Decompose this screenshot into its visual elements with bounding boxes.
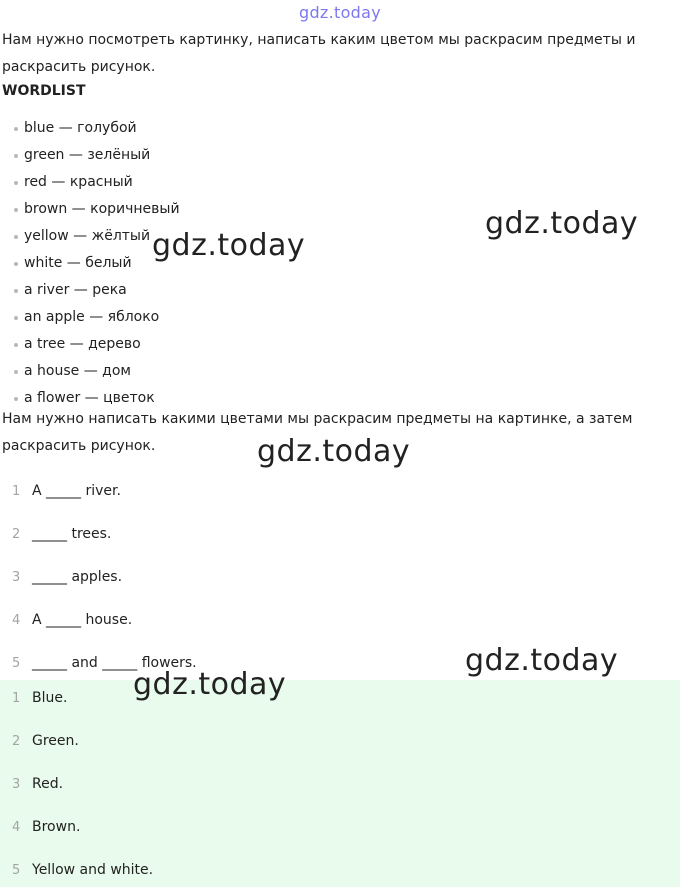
bullet-icon xyxy=(14,343,18,347)
watermark: gdz.today xyxy=(257,434,411,469)
answer-text: Brown. xyxy=(32,819,81,835)
item-number: 2 xyxy=(12,527,21,542)
watermark: gdz.today xyxy=(465,643,619,678)
answer-text: Blue. xyxy=(32,690,68,706)
answer-item xyxy=(0,720,153,763)
answer-text: Green. xyxy=(32,733,79,749)
answer-text: Red. xyxy=(32,776,64,792)
bullet-icon xyxy=(14,316,18,320)
watermark: gdz.today xyxy=(152,228,306,263)
answer-text: Yellow and white. xyxy=(32,862,154,878)
wordlist-item-text: yellow — жёлтый xyxy=(24,228,151,244)
bullet-icon xyxy=(14,235,18,239)
answer-item xyxy=(0,806,153,849)
item-number: 3 xyxy=(12,777,21,792)
wordlist-item xyxy=(0,169,180,196)
bullet-icon xyxy=(14,262,18,266)
exercise-text: _____ trees. xyxy=(32,526,112,542)
exercise-item xyxy=(0,556,197,599)
answer-item xyxy=(0,677,153,720)
item-number: 1 xyxy=(12,484,21,499)
item-number: 4 xyxy=(12,820,21,835)
wordlist-item-text: green — зелёный xyxy=(24,147,151,163)
wordlist-item-text: blue — голубой xyxy=(24,120,137,136)
wordlist-item xyxy=(0,358,180,385)
exercise-list xyxy=(0,470,197,685)
exercise-item xyxy=(0,470,197,513)
item-number: 1 xyxy=(12,691,21,706)
intro-paragraph: Нам нужно посмотреть картинку, написать каким цветом мы раскрасим предметы и раскрасить рисунок. xyxy=(2,32,636,75)
bullet-icon xyxy=(14,208,18,212)
item-number: 2 xyxy=(12,734,21,749)
item-number: 5 xyxy=(12,656,21,671)
item-number: 4 xyxy=(12,613,21,628)
bullet-icon xyxy=(14,397,18,401)
answers-list xyxy=(0,677,153,892)
bullet-icon xyxy=(14,154,18,158)
answer-item xyxy=(0,849,153,892)
wordlist-item-text: a tree — дерево xyxy=(24,336,141,352)
wordlist-heading: WORDLIST xyxy=(2,83,86,99)
wordlist-item xyxy=(0,196,180,223)
wordlist-item-text: a river — река xyxy=(24,282,127,298)
watermark: gdz.today xyxy=(485,206,639,241)
wordlist-item-text: a flower — цветок xyxy=(24,390,155,406)
top-watermark: gdz.today xyxy=(299,3,381,22)
watermark: gdz.today xyxy=(133,667,287,702)
exercise-text: A _____ house. xyxy=(32,612,133,628)
bullet-icon xyxy=(14,127,18,131)
exercise-text: _____ and _____ flowers. xyxy=(32,655,197,671)
exercise-text: _____ apples. xyxy=(32,569,123,585)
bullet-icon xyxy=(14,289,18,293)
answer-item xyxy=(0,763,153,806)
item-number: 5 xyxy=(12,863,21,878)
exercise-item xyxy=(0,599,197,642)
exercise-text: A _____ river. xyxy=(32,483,121,499)
item-number: 3 xyxy=(12,570,21,585)
wordlist-item-text: an apple — яблоко xyxy=(24,309,160,325)
wordlist-item xyxy=(0,277,180,304)
wordlist-item-text: a house — дом xyxy=(24,363,131,379)
wordlist-item xyxy=(0,115,180,142)
wordlist-item xyxy=(0,142,180,169)
exercise-item xyxy=(0,513,197,556)
wordlist-item-text: red — красный xyxy=(24,174,133,190)
wordlist-item-text: white — белый xyxy=(24,255,132,271)
bullet-icon xyxy=(14,370,18,374)
wordlist-item-text: brown — коричневый xyxy=(24,201,180,217)
wordlist-item xyxy=(0,304,180,331)
wordlist xyxy=(0,115,180,412)
bullet-icon xyxy=(14,181,18,185)
task-paragraph: Нам нужно написать какими цветами мы раскрасим предметы на картинке, а затем раскрасить рисунок. xyxy=(2,411,633,454)
wordlist-item xyxy=(0,331,180,358)
